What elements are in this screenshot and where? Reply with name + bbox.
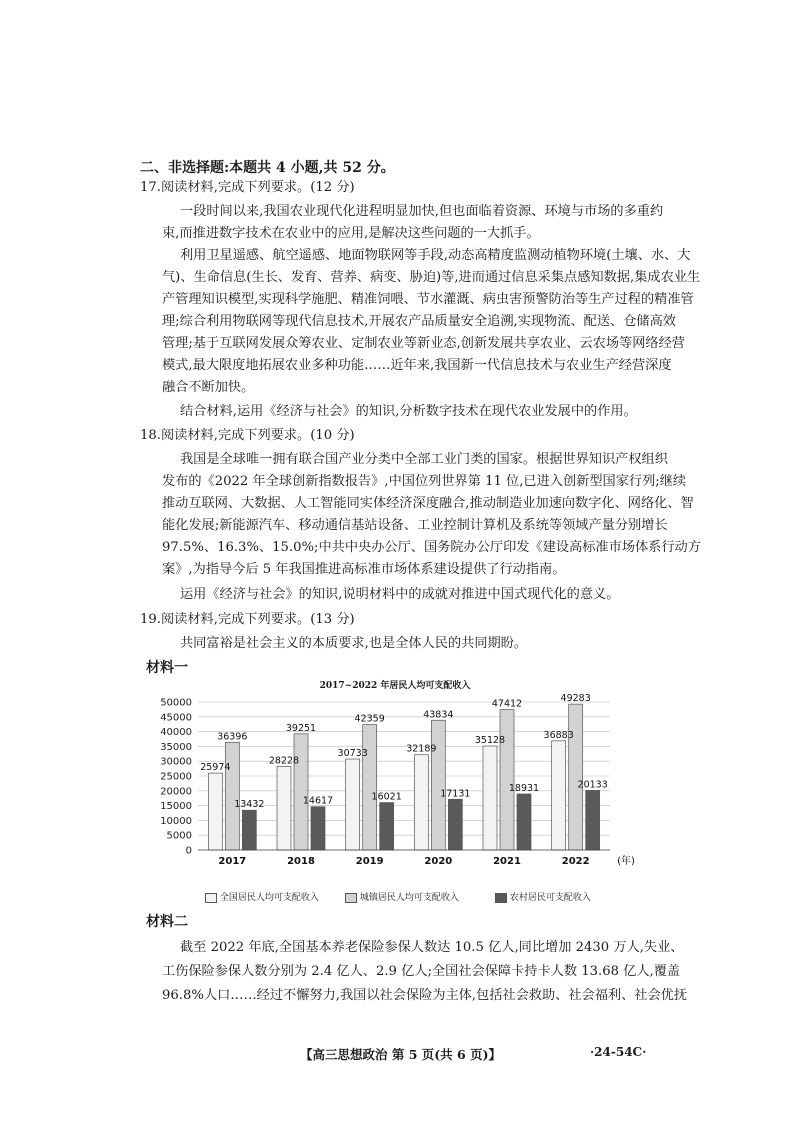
y-tick-label: 20000	[160, 786, 192, 798]
data-label: 17131	[440, 788, 471, 800]
chart-title: 2017~2022 年居民人均可支配收入	[319, 681, 471, 691]
data-label: 36396	[217, 731, 248, 743]
data-label: 30733	[337, 748, 368, 760]
y-tick-label: 10000	[160, 815, 192, 827]
q18-p1-line: 97.5%、16.3%、15.0%;中共中央办公厅、国务院办公厅印发《建设高标准市场体系行动方	[162, 540, 701, 555]
q17-p2-line: 理;综合利用物联网等现代信息技术,开展农产品质量安全追溯,实现物流、配送、仓储高效	[162, 314, 676, 329]
material1-label: 材料一	[146, 660, 188, 676]
bar	[294, 734, 308, 850]
q17-p2-line: 管理;基于互联网发展众筹农业、定制农业等新业态,创新发展共享农业、云农场等网络经营	[162, 336, 685, 351]
legend-label: 全国居民人均可支配收入	[219, 893, 319, 903]
chart-bars	[208, 704, 599, 850]
y-tick-label: 0	[185, 845, 192, 857]
x-axis-unit: (年)	[617, 856, 635, 867]
chart-labels	[200, 693, 608, 810]
legend-swatch	[205, 893, 217, 903]
m2-line: 工伤保险参保人数分别为 2.4 亿人、2.9 亿人;全国社会保障卡持卡人数 13.68 亿人,覆盖	[162, 964, 681, 979]
bar	[346, 759, 360, 850]
x-tick-label: 2017	[218, 856, 247, 867]
bar	[517, 794, 531, 850]
legend-label: 农村居民可支配收入	[509, 893, 591, 903]
m2-line: 截至 2022 年底,全国基本养老保险参保人数达 10.5 亿人,同比增加 2430 万人,失业、	[180, 940, 684, 955]
legend-label: 城镇居民人均可支配收入	[359, 893, 459, 903]
material2-label: 材料二	[146, 914, 188, 930]
bar	[448, 799, 462, 850]
bar	[363, 725, 377, 850]
legend-swatch	[345, 893, 357, 903]
bar	[311, 807, 325, 850]
paper-code: ·24-54C·	[590, 1045, 647, 1059]
bar	[380, 803, 394, 850]
q18-title: 18.阅读材料,完成下列要求。(10 分)	[140, 428, 355, 443]
bar	[242, 810, 256, 850]
y-tick-label: 40000	[160, 727, 192, 739]
y-tick-label: 45000	[160, 712, 192, 724]
bar	[277, 766, 291, 850]
q17-p2-line: 融合不断加快。	[162, 380, 255, 395]
data-label: 42359	[354, 713, 385, 725]
bar	[225, 742, 239, 850]
legend-item-urban	[345, 890, 459, 903]
data-label: 36883	[543, 729, 574, 741]
data-label: 14617	[302, 795, 334, 807]
bar	[586, 790, 600, 850]
q19-intro: 共同富裕是社会主义的本质要求,也是全体人民的共同期盼。	[180, 636, 528, 651]
y-tick-label: 15000	[160, 801, 192, 813]
q18-p1-line: 我国是全球唯一拥有联合国产业分类中全部工业门类的国家。根据世界知识产权组织	[180, 452, 668, 467]
bar	[500, 710, 514, 850]
data-label: 49283	[560, 693, 591, 705]
q17-p2-line: 气)、生命信息(生长、发育、营养、病变、胁迫)等,进而通过信息采集点感知数据,集成农业生	[162, 270, 701, 285]
bar	[431, 720, 445, 850]
q17-task: 结合材料,运用《经济与社会》的知识,分析数字技术在现代农业发展中的作用。	[180, 404, 637, 419]
data-label: 16021	[371, 791, 402, 803]
q17-p1-line: 一段时间以来,我国农业现代化进程明显加快,但也面临着资源、环境与市场的多重约	[180, 204, 664, 219]
bar	[414, 755, 428, 850]
data-label: 25974	[200, 762, 231, 774]
section-header: 二、非选择题:本题共 4 小题,共 52 分。	[140, 160, 395, 176]
page-footer: 【高三思想政治 第 5 页(共 6 页)】	[300, 1047, 501, 1062]
q18-p1-line: 能化发展;新能源汽车、移动通信基站设备、工业控制计算机及系统等领域产量分别增长	[162, 518, 668, 533]
q19-title: 19.阅读材料,完成下列要求。(13 分)	[140, 612, 355, 627]
data-label: 28228	[268, 755, 300, 767]
q18-p1-line: 推动互联网、大数据、人工智能同实体经济深度融合,推动制造业加速向数字化、网络化、智	[162, 496, 694, 511]
legend-item-rural	[495, 890, 591, 903]
q17-p1-line: 束,而推进数字技术在农业中的应用,是解决这些问题的一大抓手。	[162, 226, 540, 241]
data-label: 18931	[508, 782, 540, 794]
q18-task: 运用《经济与社会》的知识,说明材料中的成就对推进中国式现代化的意义。	[180, 587, 620, 602]
x-tick-label: 2019	[355, 856, 384, 867]
data-label: 47412	[491, 698, 523, 710]
q17-p2-line: 模式,最大限度地拓展农业多种功能……近年来,我国新一代信息技术与农业生产经营深度	[162, 358, 672, 373]
data-label: 39251	[285, 722, 317, 734]
legend-swatch	[495, 893, 507, 903]
y-tick-label: 30000	[160, 756, 192, 768]
q17-title: 17.阅读材料,完成下列要求。(12 分)	[140, 180, 355, 195]
q17-p2-line: 利用卫星遥感、航空遥感、地面物联网等手段,动态高精度监测动植物环境(土壤、水、大	[180, 248, 691, 263]
y-tick-label: 25000	[160, 771, 192, 783]
y-tick-label: 35000	[160, 741, 192, 753]
x-tick-label: 2020	[424, 856, 453, 867]
income-bar-chart	[140, 690, 640, 885]
x-tick-label: 2021	[493, 856, 521, 867]
data-label: 35128	[474, 735, 506, 747]
data-label: 13432	[234, 799, 265, 811]
bar	[483, 746, 497, 850]
q17-p2-line: 产管理知识模型,实现科学施肥、精准饲喂、节水灌溉、病虫害预警防治等生产过程的精准管	[162, 292, 694, 307]
y-tick-label: 50000	[160, 697, 192, 709]
y-tick-label: 5000	[166, 830, 192, 842]
bar	[208, 773, 222, 850]
data-label: 43834	[423, 709, 454, 721]
bar	[552, 741, 566, 850]
q18-p1-line: 发布的《2022 年全球创新指数报告》,中国位列世界第 11 位,已进入创新型国家行列;继续	[162, 474, 687, 489]
legend-item-national	[205, 890, 319, 903]
x-tick-label: 2018	[287, 856, 315, 867]
x-tick-label: 2022	[561, 856, 590, 867]
q18-p1-line: 案》,为指导今后 5 年我国推进高标准市场体系建设提供了行动指南。	[162, 562, 566, 577]
data-label: 32189	[406, 743, 437, 755]
chart-gridlines	[198, 702, 610, 850]
data-label: 20133	[577, 779, 608, 791]
m2-line: 96.8%人口……经过不懈努力,我国以社会保险为主体,包括社会救助、社会福利、社会优抚	[162, 988, 688, 1003]
bar	[569, 704, 583, 850]
